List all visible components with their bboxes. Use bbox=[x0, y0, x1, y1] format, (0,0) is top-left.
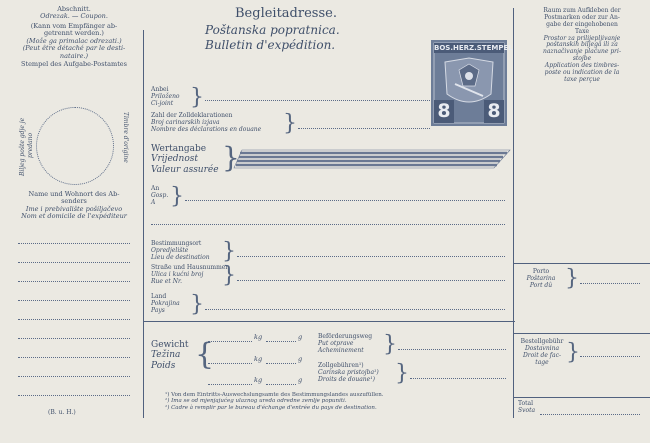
destination-fr: Lieu de destination bbox=[151, 253, 210, 261]
anbei-fr: Ci-joint bbox=[151, 99, 174, 107]
anbei-brace: } bbox=[190, 85, 204, 110]
total-rule bbox=[513, 397, 650, 398]
route-line[interactable] bbox=[398, 349, 506, 350]
route-label bbox=[318, 334, 372, 355]
route-fr: Acheminement bbox=[318, 346, 364, 354]
application-fr-1: Application des timbres- bbox=[544, 62, 620, 70]
street-de: Straße und Hausnummer bbox=[151, 264, 229, 271]
route-de: Beförderungsweg bbox=[318, 333, 373, 340]
porto-brace: } bbox=[565, 266, 579, 291]
bestellgebuehr-rule bbox=[513, 333, 650, 334]
footnote-fr: ¹) Cadre à remplir par le bureau d'échange d'entrée du pays de destination. bbox=[165, 404, 377, 411]
country-line[interactable] bbox=[205, 309, 505, 310]
sender-line-9 bbox=[18, 395, 130, 396]
porto-rule bbox=[513, 263, 650, 264]
addressee-hr: Gosp. bbox=[151, 191, 169, 199]
delivery-fee-hr: Dostavnina bbox=[524, 344, 560, 352]
weight-g-line-2[interactable] bbox=[266, 363, 296, 364]
delivery-fee-fr-1: Droit de fac- bbox=[522, 351, 561, 359]
total-hr: Svota bbox=[518, 406, 536, 414]
sender-label-de-2: senders bbox=[61, 197, 87, 206]
weight-kg-line-3[interactable] bbox=[208, 384, 252, 385]
bottom-section-rule bbox=[143, 321, 515, 322]
addressee-line-1[interactable] bbox=[185, 200, 505, 201]
anbei-hr: Priloženo bbox=[151, 92, 180, 100]
weight-hr: Težina bbox=[151, 350, 181, 361]
declarations-line[interactable] bbox=[298, 128, 430, 129]
street-line[interactable] bbox=[237, 280, 505, 281]
value-de: Wertangabe bbox=[151, 144, 207, 154]
raum-de-3: gabe der eingehobenen bbox=[546, 20, 618, 28]
weight-kg-unit-2: kg bbox=[254, 355, 263, 363]
country-fr: Pays bbox=[151, 306, 165, 314]
customs-fees-hr: Carinska pristojba¹) bbox=[318, 368, 379, 376]
anbei-line[interactable] bbox=[205, 100, 430, 101]
title-de: Begleitadresse. bbox=[235, 6, 337, 21]
stamp-value-right: 8 bbox=[487, 100, 501, 122]
weight-de: Gewicht bbox=[151, 340, 189, 350]
sender-label-hr: Ime i prebivalište pošiljačevo bbox=[25, 204, 123, 213]
value-fr: Valeur assurée bbox=[151, 164, 219, 175]
addressee-line-2[interactable] bbox=[151, 224, 505, 225]
value-hatch-band bbox=[232, 144, 512, 174]
raum-de-2: Postmarken oder zur An- bbox=[544, 13, 620, 21]
street-label bbox=[151, 265, 228, 286]
destination-brace: } bbox=[222, 239, 236, 264]
coupon-note-de-1: (Kann vom Empfänger ab- bbox=[30, 21, 118, 30]
porto-fr: Port dû bbox=[529, 281, 553, 289]
porto-hr: Poštarina bbox=[526, 274, 556, 282]
timbre-origine-label: Timbre d'origine bbox=[122, 112, 129, 163]
sender-line-6 bbox=[18, 338, 130, 339]
coupon-title-de: Abschnitt. bbox=[57, 5, 91, 13]
title-fr: Bulletin d'expédition. bbox=[205, 38, 336, 52]
prostor-hr-1: Prostor za prilijepljivanje bbox=[543, 34, 621, 42]
coupon-note-hr: (Može ga primalac odrezati.) bbox=[26, 36, 122, 45]
weight-g-unit-2: g bbox=[298, 355, 303, 363]
country-label bbox=[151, 294, 180, 315]
anbei-label bbox=[151, 87, 180, 108]
weight-brace: { bbox=[195, 337, 215, 372]
addressee-de: An bbox=[151, 185, 160, 192]
customs-fees-brace: } bbox=[395, 361, 409, 386]
biljeg-label: Biljeg pošte gdje je bbox=[19, 117, 26, 176]
prostor-hr-3: naznačivanje plaćune pri- bbox=[542, 48, 621, 56]
origin-stamp-label: Stempel des Aufgabe-Postamtes bbox=[21, 60, 127, 69]
printer-mark: (B. u. H.) bbox=[48, 409, 76, 416]
value-brace: } bbox=[222, 141, 240, 174]
value-hr: Vrijednost bbox=[151, 154, 199, 165]
customs-fees-de: Zollgebühren¹) bbox=[318, 362, 364, 369]
country-brace: } bbox=[190, 292, 204, 317]
delivery-fee-line[interactable] bbox=[580, 356, 640, 357]
prostor-hr-4: stojbe bbox=[572, 55, 592, 63]
sender-line-3 bbox=[18, 281, 130, 282]
sender-line-2 bbox=[18, 262, 130, 263]
postmark-circle bbox=[36, 107, 114, 185]
delivery-fee-fr-2: tage bbox=[535, 358, 549, 366]
customs-fees-label bbox=[318, 363, 379, 384]
addressee-label bbox=[151, 186, 168, 207]
porto-label bbox=[518, 269, 564, 290]
footnotes bbox=[165, 392, 384, 411]
coupon-note-de-2: getrennt werden.) bbox=[44, 29, 104, 38]
declarations-de: Zahl der Zolldeklarationen bbox=[151, 112, 233, 119]
declarations-fr: Nombre des déclarations en douane bbox=[151, 125, 262, 133]
coupon-separator bbox=[143, 30, 144, 418]
delivery-fee-label bbox=[518, 339, 566, 367]
total-label bbox=[518, 401, 535, 415]
coupon-note-fr-2: nataire.) bbox=[59, 51, 89, 60]
sender-line-7 bbox=[18, 357, 130, 358]
total-line[interactable] bbox=[540, 414, 640, 415]
weight-g-unit-1: g bbox=[298, 333, 303, 341]
destination-line[interactable] bbox=[237, 256, 505, 257]
country-hr: Pokrajina bbox=[151, 299, 180, 307]
declarations-brace: } bbox=[283, 111, 297, 136]
sender-label-block bbox=[10, 191, 138, 221]
weight-kg-unit-3: kg bbox=[254, 376, 263, 384]
prostor-hr-2: poštanskih biljega ili za bbox=[546, 41, 618, 49]
weight-fr: Poids bbox=[151, 360, 176, 371]
weight-label bbox=[151, 340, 189, 371]
country-de: Land bbox=[151, 293, 167, 300]
sender-label-fr: Nom et domicile de l'expéditeur bbox=[21, 212, 127, 221]
stamp-column-separator bbox=[513, 8, 514, 418]
sender-line-5 bbox=[18, 319, 130, 320]
footnote-de: ¹) Von dem Eintritts-Auswechslungsamte des Bestimmungslandes auszufüllen. bbox=[165, 392, 384, 398]
declarations-hr: Broj carinarskih izjava bbox=[151, 118, 220, 126]
customs-fees-fr: Droits de douane¹) bbox=[318, 375, 375, 383]
route-hr: Put otprave bbox=[318, 339, 354, 347]
value-label bbox=[151, 144, 219, 175]
delivery-fee-de: Bestellgebühr bbox=[520, 338, 564, 345]
weight-g-line-1[interactable] bbox=[266, 341, 296, 342]
total-de: Total bbox=[518, 400, 534, 407]
coupon-header bbox=[10, 6, 138, 69]
coupon-note-fr-1: (Peut être détaché par le desti- bbox=[22, 44, 126, 53]
weight-g-line-3[interactable] bbox=[266, 384, 296, 385]
application-fr-2: poste ou indication de la bbox=[544, 69, 620, 77]
weight-kg-unit-1: kg bbox=[254, 333, 263, 341]
declarations-label bbox=[151, 113, 261, 134]
raum-de-1: Raum zum Aufkleben der bbox=[543, 7, 621, 14]
addressee-brace: } bbox=[170, 184, 184, 209]
stamp-banner: BOS.HERZ.STEMPEL bbox=[434, 44, 513, 52]
title-hr: Poštanska popratnica. bbox=[205, 23, 340, 37]
sender-line-4 bbox=[18, 300, 130, 301]
delivery-fee-brace: } bbox=[566, 340, 580, 365]
street-brace: } bbox=[222, 263, 236, 288]
coupon-title-hr-fr: Odrezak. — Coupon. bbox=[40, 12, 108, 21]
anbei-de: Anbei bbox=[151, 86, 169, 93]
raum-de-4: Taxe bbox=[574, 27, 590, 35]
weight-g-unit-3: g bbox=[298, 376, 303, 384]
destination-de: Bestimmungsort bbox=[151, 240, 202, 247]
destination-label bbox=[151, 241, 210, 262]
customs-fees-line[interactable] bbox=[410, 378, 506, 379]
application-fr-3: taxe perçue bbox=[564, 75, 600, 83]
street-fr: Rue et Nr. bbox=[151, 277, 183, 285]
footnote-hr: ¹) Ima se od mjenjajućeg ulaznog ureda odredne zemlje popuniti. bbox=[165, 398, 347, 405]
destination-hr: Opredjelište bbox=[151, 246, 189, 254]
weight-kg-line-2[interactable] bbox=[208, 363, 252, 364]
sender-label-de-1: Name und Wohnort des Ab- bbox=[28, 190, 120, 198]
weight-kg-line-1[interactable] bbox=[208, 341, 252, 342]
sender-line-1 bbox=[18, 243, 130, 244]
porto-de: Porto bbox=[532, 268, 550, 275]
porto-line[interactable] bbox=[580, 283, 640, 284]
printed-stamp bbox=[431, 40, 513, 126]
route-brace: } bbox=[383, 332, 397, 357]
stamp-value-left: 8 bbox=[437, 100, 451, 122]
predano-label: predano bbox=[27, 132, 34, 158]
sender-line-8 bbox=[18, 376, 130, 377]
addressee-fr: A bbox=[151, 198, 156, 206]
stamp-area-instructions bbox=[518, 8, 646, 84]
street-hr: Ulica i kućni broj bbox=[151, 270, 204, 278]
